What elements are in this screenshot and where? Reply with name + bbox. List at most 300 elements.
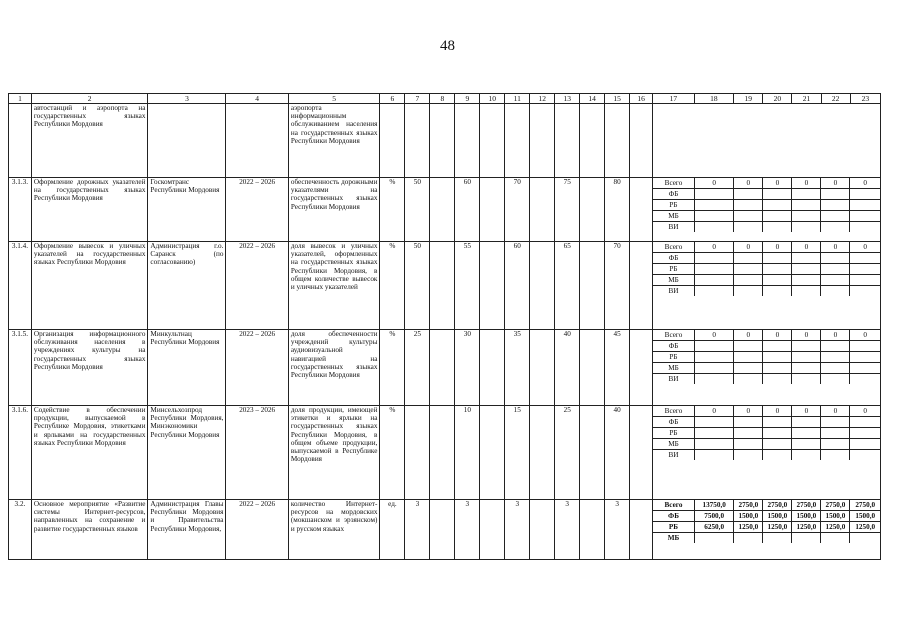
executor: Госкомтранс Республики Мордовия [148, 178, 226, 242]
indicator: доля вывесок и уличных указателей, оформленных на государственных языках Республики Мордовия, в общем количестве вывесок и уличных указателей [288, 242, 380, 330]
row-number: 3.1.4. [9, 242, 32, 330]
indicator-value-2025: 3 [555, 500, 580, 560]
column-header: 23 [850, 94, 880, 104]
finance-source-label: Всего [653, 178, 694, 189]
finance-value [850, 341, 880, 352]
finance-source-label: ФБ [653, 341, 694, 352]
finance-value [763, 374, 792, 385]
finance-source-label: МБ [653, 533, 694, 544]
finance-value [734, 450, 763, 461]
empty-cell [580, 104, 605, 178]
empty-cell [530, 406, 555, 500]
column-header: 2 [31, 94, 148, 104]
row-number: 3.1.5. [9, 330, 32, 406]
empty-cell [430, 178, 455, 242]
finance-value [763, 264, 792, 275]
finance-source-label: РБ [653, 200, 694, 211]
finance-value [821, 189, 850, 200]
executor: Администрация Главы Республики Мордовия и Правительства Республики Мордовия, [148, 500, 226, 560]
finance-row [653, 178, 880, 189]
finance-value [763, 352, 792, 363]
finance-value [734, 222, 763, 233]
empty-cell [530, 178, 555, 242]
finance-value: 0 [763, 406, 792, 417]
indicator-value-2026: 80 [605, 178, 630, 242]
finance-value [694, 211, 733, 222]
years: 2022 – 2026 [226, 242, 288, 330]
indicator-value-2022: 50 [405, 242, 430, 330]
finance-value [850, 189, 880, 200]
table-row [9, 500, 881, 560]
finance-value [734, 374, 763, 385]
finance-value: 1500,0 [850, 511, 880, 522]
finance-value [763, 275, 792, 286]
finance-value [694, 222, 733, 233]
finance-value [763, 341, 792, 352]
program-table [8, 93, 881, 560]
indicator-value-2023: 55 [455, 242, 480, 330]
finance-source-label: ВИ [653, 286, 694, 297]
finance-row [653, 341, 880, 352]
finance-value [792, 533, 821, 544]
indicator: доля обеспеченности учреждений культуры аудиовизуальной навигацией на государственных языках Республики Мордовия [288, 330, 380, 406]
finance-value [821, 450, 850, 461]
finance-value [734, 275, 763, 286]
finance-value: 0 [821, 330, 850, 341]
finance-row [653, 264, 880, 275]
finance-source-label: ФБ [653, 417, 694, 428]
finance-value: 0 [792, 406, 821, 417]
column-header: 16 [630, 94, 653, 104]
finance-value: 2750,0 [850, 500, 880, 511]
finance-value [763, 363, 792, 374]
finance-row [653, 211, 880, 222]
finance-value: 2750,0 [821, 500, 850, 511]
finance-cell [653, 330, 881, 406]
finance-value [694, 428, 733, 439]
finance-source-label: РБ [653, 428, 694, 439]
finance-row [653, 363, 880, 374]
column-header: 4 [226, 94, 288, 104]
indicator-value-2026: 45 [605, 330, 630, 406]
finance-value [821, 275, 850, 286]
finance-source-label: МБ [653, 275, 694, 286]
finance-value: 0 [734, 330, 763, 341]
finance-row [653, 450, 880, 461]
column-header: 7 [405, 94, 430, 104]
finance-cell [653, 104, 881, 178]
finance-value [850, 200, 880, 211]
years: 2022 – 2026 [226, 500, 288, 560]
finance-source-label: РБ [653, 522, 694, 533]
empty-cell [430, 104, 455, 178]
empty-cell [630, 500, 653, 560]
column-header: 12 [530, 94, 555, 104]
finance-source-label: Всего [653, 330, 694, 341]
finance-row [653, 500, 880, 511]
finance-value: 1250,0 [792, 522, 821, 533]
header-row [9, 94, 881, 104]
unit: % [380, 178, 405, 242]
finance-source-label: ВИ [653, 222, 694, 233]
executor: Минкультнац Республики Мордовия [148, 330, 226, 406]
finance-value [850, 363, 880, 374]
column-header: 5 [288, 94, 380, 104]
finance-cell [653, 406, 881, 500]
unit: % [380, 406, 405, 500]
finance-value [792, 374, 821, 385]
finance-source-label: ФБ [653, 511, 694, 522]
table-row [9, 178, 881, 242]
indicator-value-2023: 60 [455, 178, 480, 242]
indicator-value-2025: 40 [555, 330, 580, 406]
row-number: 3.1.3. [9, 178, 32, 242]
indicator-value-2025 [555, 104, 580, 178]
finance-table [653, 500, 880, 543]
finance-value [850, 211, 880, 222]
empty-cell [580, 500, 605, 560]
finance-value [792, 352, 821, 363]
finance-value [850, 275, 880, 286]
finance-value [763, 222, 792, 233]
finance-value [821, 222, 850, 233]
finance-source-label: ВИ [653, 374, 694, 385]
finance-value [792, 200, 821, 211]
empty-cell [530, 104, 555, 178]
finance-value: 0 [792, 242, 821, 253]
column-header: 18 [694, 94, 734, 104]
finance-source-label: МБ [653, 211, 694, 222]
finance-value [792, 275, 821, 286]
unit: % [380, 242, 405, 330]
finance-value [734, 286, 763, 297]
finance-value [734, 189, 763, 200]
finance-row [653, 439, 880, 450]
table-row [9, 104, 881, 178]
finance-value: 0 [850, 406, 880, 417]
column-header: 21 [792, 94, 821, 104]
empty-cell [580, 406, 605, 500]
finance-value: 0 [821, 406, 850, 417]
finance-value [734, 352, 763, 363]
finance-value: 0 [694, 242, 733, 253]
finance-value [821, 341, 850, 352]
column-header: 13 [555, 94, 580, 104]
years: 2023 – 2026 [226, 406, 288, 500]
row-number [9, 104, 32, 178]
finance-value: 0 [850, 330, 880, 341]
finance-value [734, 341, 763, 352]
indicator-value-2024: 70 [505, 178, 530, 242]
finance-value [694, 200, 733, 211]
finance-value [821, 200, 850, 211]
finance-source-label: ФБ [653, 253, 694, 264]
measure-name: автостанций и аэропорта на государственных языках Республики Мордовия [31, 104, 148, 178]
column-header: 15 [605, 94, 630, 104]
finance-value [821, 417, 850, 428]
finance-value: 0 [734, 242, 763, 253]
finance-value [821, 363, 850, 374]
years: 2022 – 2026 [226, 330, 288, 406]
finance-value: 1250,0 [850, 522, 880, 533]
finance-value: 0 [821, 242, 850, 253]
indicator-value-2026: 3 [605, 500, 630, 560]
finance-value [763, 286, 792, 297]
finance-value: 2750,0 [792, 500, 821, 511]
finance-value [792, 439, 821, 450]
measure-name: Содействие в обеспечении продукции, выпускаемой в Республике Мордовия, этикетками и ярлыками на государственных языках Республики Мордовия [31, 406, 148, 500]
finance-table [653, 406, 880, 460]
finance-row [653, 428, 880, 439]
finance-row [653, 511, 880, 522]
empty-cell [480, 406, 505, 500]
column-header: 19 [734, 94, 763, 104]
finance-value [821, 211, 850, 222]
finance-value [821, 253, 850, 264]
measure-name: Оформление вывесок и уличных указателей на государственных языках Республики Мордовия [31, 242, 148, 330]
column-header: 9 [455, 94, 480, 104]
finance-row [653, 275, 880, 286]
finance-value: 1500,0 [792, 511, 821, 522]
indicator: количество Интернет-ресурсов на мордовских (мокшанском и эрзянском) и русском языках [288, 500, 380, 560]
finance-value: 0 [850, 242, 880, 253]
empty-cell [480, 104, 505, 178]
empty-cell [480, 178, 505, 242]
finance-source-label: РБ [653, 264, 694, 275]
finance-cell [653, 500, 881, 560]
finance-value [734, 363, 763, 374]
finance-value [850, 439, 880, 450]
indicator-value-2024 [505, 104, 530, 178]
finance-value: 1500,0 [734, 511, 763, 522]
finance-value [734, 533, 763, 544]
column-header: 10 [480, 94, 505, 104]
finance-cell [653, 178, 881, 242]
finance-value: 0 [792, 178, 821, 189]
table-row [9, 242, 881, 330]
finance-row [653, 352, 880, 363]
finance-value: 0 [694, 178, 733, 189]
finance-source-label: МБ [653, 363, 694, 374]
finance-value [763, 253, 792, 264]
empty-cell [430, 406, 455, 500]
empty-cell [430, 500, 455, 560]
empty-cell [430, 330, 455, 406]
finance-value [792, 341, 821, 352]
column-header: 3 [148, 94, 226, 104]
finance-value [694, 374, 733, 385]
unit [380, 104, 405, 178]
finance-value [763, 189, 792, 200]
finance-value: 1250,0 [763, 522, 792, 533]
column-header: 17 [653, 94, 695, 104]
row-number: 3.1.6. [9, 406, 32, 500]
executor: Минсельхозпрод Республики Мордовия, Минэкономики Республики Мордовия [148, 406, 226, 500]
indicator-value-2022: 3 [405, 500, 430, 560]
finance-value [850, 417, 880, 428]
finance-value: 0 [734, 178, 763, 189]
column-header: 6 [380, 94, 405, 104]
finance-value [694, 352, 733, 363]
finance-value: 0 [821, 178, 850, 189]
unit: % [380, 330, 405, 406]
finance-row [653, 200, 880, 211]
column-header: 22 [821, 94, 850, 104]
years: 2022 – 2026 [226, 178, 288, 242]
column-header: 14 [580, 94, 605, 104]
page-number: 48 [440, 38, 455, 54]
finance-table [653, 178, 880, 232]
indicator-value-2024: 35 [505, 330, 530, 406]
finance-value [694, 189, 733, 200]
empty-cell [580, 242, 605, 330]
indicator-value-2023: 3 [455, 500, 480, 560]
empty-cell [630, 242, 653, 330]
finance-value [792, 211, 821, 222]
finance-row [653, 406, 880, 417]
finance-value [734, 211, 763, 222]
finance-value [763, 450, 792, 461]
finance-value [850, 264, 880, 275]
finance-row [653, 417, 880, 428]
indicator: обеспеченность дорожными указателями на государственных языках Республики Мордовия [288, 178, 380, 242]
empty-cell [530, 242, 555, 330]
indicator-value-2023: 10 [455, 406, 480, 500]
indicator-value-2024: 15 [505, 406, 530, 500]
indicator-value-2025: 65 [555, 242, 580, 330]
finance-value [850, 533, 880, 544]
finance-value [821, 264, 850, 275]
finance-table [653, 242, 880, 296]
empty-cell [430, 242, 455, 330]
finance-value [821, 428, 850, 439]
finance-value: 1500,0 [763, 511, 792, 522]
finance-value [694, 286, 733, 297]
finance-row [653, 286, 880, 297]
finance-value [734, 417, 763, 428]
finance-row [653, 222, 880, 233]
finance-value [694, 363, 733, 374]
finance-value [734, 439, 763, 450]
indicator-value-2024: 60 [505, 242, 530, 330]
empty-cell [530, 500, 555, 560]
finance-value [792, 222, 821, 233]
finance-value [792, 363, 821, 374]
finance-value: 6250,0 [694, 522, 733, 533]
table-row [9, 330, 881, 406]
finance-value [694, 275, 733, 286]
finance-value: 13750,0 [694, 500, 733, 511]
finance-value [734, 200, 763, 211]
finance-source-label: ФБ [653, 189, 694, 200]
measure-name: Оформление дорожных указателей на государственных языках Республики Мордовия [31, 178, 148, 242]
finance-value: 2750,0 [734, 500, 763, 511]
column-header: 8 [430, 94, 455, 104]
years [226, 104, 288, 178]
empty-cell [630, 104, 653, 178]
finance-row [653, 374, 880, 385]
finance-value [694, 264, 733, 275]
empty-cell [630, 406, 653, 500]
finance-row [653, 189, 880, 200]
finance-value: 1500,0 [821, 511, 850, 522]
finance-value: 0 [763, 330, 792, 341]
finance-value [734, 428, 763, 439]
finance-value [850, 253, 880, 264]
row-number: 3.2. [9, 500, 32, 560]
finance-value [850, 374, 880, 385]
finance-value [850, 222, 880, 233]
finance-value [821, 533, 850, 544]
indicator-value-2026: 70 [605, 242, 630, 330]
finance-value [821, 286, 850, 297]
finance-value [694, 417, 733, 428]
finance-row [653, 253, 880, 264]
finance-value [850, 352, 880, 363]
finance-value [821, 352, 850, 363]
finance-cell [653, 242, 881, 330]
finance-value [763, 200, 792, 211]
finance-value: 2750,0 [763, 500, 792, 511]
finance-value: 7500,0 [694, 511, 733, 522]
finance-value [850, 428, 880, 439]
finance-source-label: Всего [653, 406, 694, 417]
finance-value [821, 439, 850, 450]
executor: Администрация г.о. Саранск (по согласованию) [148, 242, 226, 330]
finance-table [653, 330, 880, 384]
finance-value [821, 374, 850, 385]
measure-name: Основное мероприятие «Развитие системы Интернет-ресурсов, направленных на сохранение и развитие государственных языков [31, 500, 148, 560]
finance-value [694, 533, 733, 544]
indicator-value-2024: 3 [505, 500, 530, 560]
finance-value [763, 439, 792, 450]
empty-cell [630, 178, 653, 242]
finance-value [792, 450, 821, 461]
finance-value: 1250,0 [821, 522, 850, 533]
finance-value [792, 189, 821, 200]
column-header: 20 [763, 94, 792, 104]
finance-source-label: Всего [653, 500, 694, 511]
finance-value [694, 439, 733, 450]
finance-source-label: Всего [653, 242, 694, 253]
finance-value [792, 417, 821, 428]
finance-value [792, 253, 821, 264]
unit: ед. [380, 500, 405, 560]
empty-cell [630, 330, 653, 406]
indicator-value-2025: 25 [555, 406, 580, 500]
finance-source-label: МБ [653, 439, 694, 450]
finance-value [792, 286, 821, 297]
finance-row [653, 522, 880, 533]
table-row [9, 406, 881, 500]
column-header: 1 [9, 94, 32, 104]
indicator-value-2022: 50 [405, 178, 430, 242]
measure-name: Организация информационного обслуживания населения в учреждениях культуры на государственных языках Республики Мордовия [31, 330, 148, 406]
empty-cell [580, 330, 605, 406]
finance-value [694, 253, 733, 264]
indicator-value-2023 [455, 104, 480, 178]
finance-value [734, 264, 763, 275]
finance-value [763, 533, 792, 544]
indicator-value-2026 [605, 104, 630, 178]
indicator-value-2022 [405, 406, 430, 500]
empty-cell [580, 178, 605, 242]
finance-value: 0 [850, 178, 880, 189]
finance-value [763, 211, 792, 222]
finance-value [850, 450, 880, 461]
finance-value: 0 [763, 178, 792, 189]
column-header: 11 [505, 94, 530, 104]
